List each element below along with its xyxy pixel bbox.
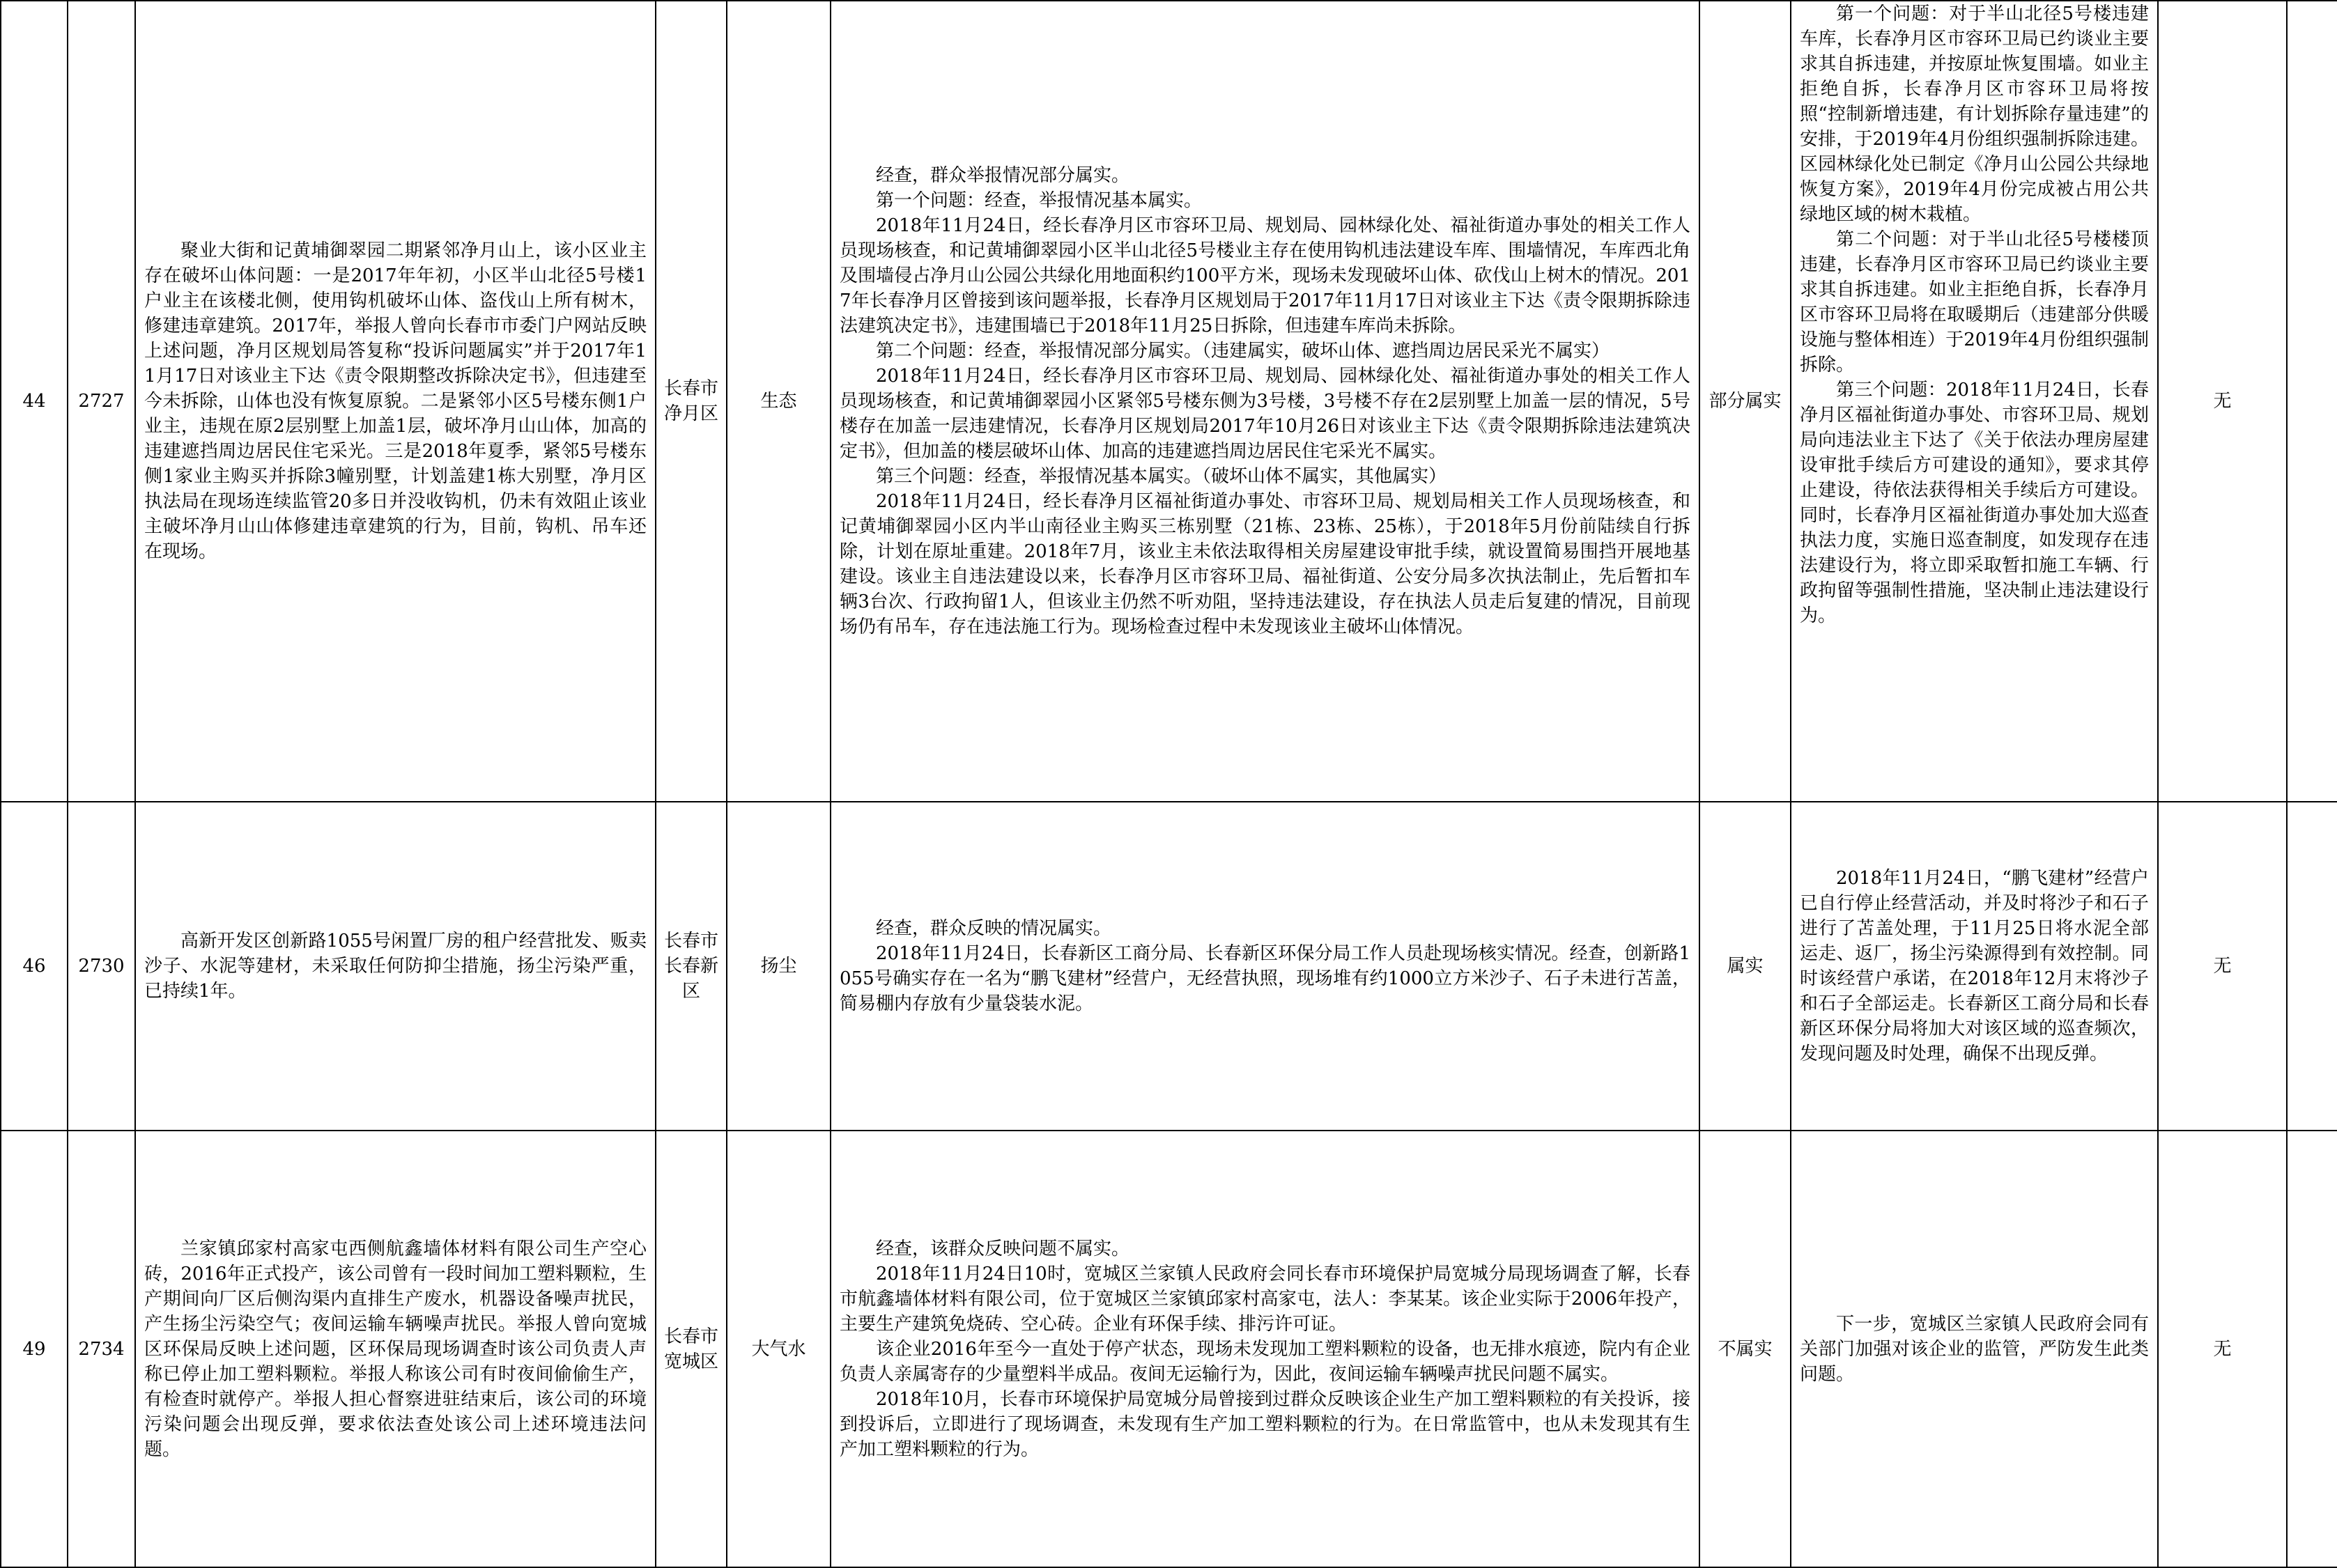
rectification-paragraph: 2018年11月24日，“鹏飞建材”经营户已自行停止经营活动，并及时将沙子和石子进行了苫盖处理，于11月25日将水泥全部运走、返厂，扬尘污染源得到有效控制。同时该经营户承诺，在2018年12月末将沙子和石子全部运走。长春新区工商分局和长春新区环保分局将加大对该区域的巡查频次，发现问题及时处理，确保不出现反弹。 [1800,868,2149,1064]
rectification-cell [1791,1131,2158,1567]
findings-cell [831,1,1699,802]
findings-paragraph: 该企业2016年至今一直处于停产状态，现场未发现加工塑料颗粒的设备，也无排水痕迹，院内有企业负责人亲属寄存的少量塑料半成品。夜间无运输行为，因此，夜间运输车辆噪声扰民问题不属实。 [840,1338,1690,1385]
complaint-text: 高新开发区创新路1055号闲置厂房的租户经营批发、贩卖沙子、水泥等建材，未采取任何防抑尘措施，扬尘污染严重，已持续1年。 [144,931,647,1002]
findings-paragraph: 第一个问题：经查，举报情况基本属实。 [876,190,1203,211]
rectification-cell [1791,1,2158,802]
findings-paragraph: 2018年11月24日，经长春净月区市容环卫局、规划局、园林绿化处、福祉街道办事处的相关工作人员现场核查，和记黄埔御翠园小区半山北径5号楼业主存在使用钩机违法建设车库、围墙情况，车库西北角及围墙侵占净月山公园公共绿化用地面积约100平方米，现场未发现破坏山体、砍伐山上树木的情况。2017年长春净月区曾接到该问题举报，长春净月区规划局于2017年11月17日对该业主下达《责令限期拆除违法建筑决定书》，违建围墙已于2018年11月25日拆除，但违建车库尚未拆除。 [840,215,1690,336]
verdict-cell: 属实 [1699,802,1791,1131]
remark-cell [2287,802,2337,1131]
findings-paragraph: 2018年11月24日10时，宽城区兰家镇人民政府会同长春市环境保护局宽城分局现场调查了解，长春市航鑫墙体材料有限公司，位于宽城区兰家镇邱家村高家屯，法人：李某某。该企业实际于2006年投产，主要生产建筑免烧砖、空心砖。企业有环保手续、排污许可证。 [840,1263,1690,1335]
complaint-text: 兰家镇邱家村高家屯西侧航鑫墙体材料有限公司生产空心砖，2016年正式投产，该公司曾有一段时间加工塑料颗粒，生产期间向厂区后侧沟渠内直排生产废水，机器设备噪声扰民，产生扬尘污染空气；夜间运输车辆噪声扰民。举报人曾向宽城区环保局反映上述问题，区环保局现场调查时该公司负责人声称已停止加工塑料颗粒。举报人称该公司有时夜间偷偷生产，有检查时就停产。举报人担心督察进驻结束后，该公司的环境污染问题会出现反弹，要求依法查处该公司上述环境违法问题。 [144,1238,647,1460]
case-number-cell: 2730 [68,802,135,1131]
findings-cell [831,802,1699,1131]
case-number-cell: 2734 [68,1131,135,1567]
complaint-text: 聚业大街和记黄埔御翠园二期紧邻净月山上，该小区业主存在破坏山体问题：一是2017年年初，小区半山北径5号楼1户业主在该楼北侧，使用钩机破坏山体、盗伐山上所有树木，修建违章建筑。2017年，举报人曾向长春市市委门户网站反映上述问题，净月区规划局答复称“投诉问题属实”并于2017年11月17日对该业主下达《责令限期整改拆除决定书》，但违建至今未拆除，山体也没有恢复原貌。二是紧邻小区5号楼东侧1户业主，违规在原2层别墅上加盖1层，破坏净月山山体，加高的违建遮挡周边居民住宅采光。三是2018年夏季，紧邻5号楼东侧1家业主购买并拆除3幢别墅，计划盖建1栋大别墅，净月区执法局在现场连续监管20多日并没收钩机，仍未有效阻止该业主破坏净月山山体修建违章建筑的行为，目前，钩机、吊车还在现场。 [144,240,647,562]
findings-paragraph: 第三个问题：经查，举报情况基本属实。（破坏山体不属实，其他属实） [876,466,1447,487]
findings-paragraph: 经查，群众反映的情况属实。 [876,918,1112,939]
seq-cell: 46 [1,802,68,1131]
remark-cell [2287,1131,2337,1567]
region-text: 长春市长春新区 [663,931,718,1002]
table-row [1,1131,2337,1567]
category-cell: 生态 [727,1,831,802]
remark-cell [2287,1,2337,802]
accountability-cell: 无 [2158,802,2287,1131]
verdict-cell: 部分属实 [1699,1,1791,802]
findings-paragraph: 第二个问题：经查，举报情况部分属实。（违建属实，破坏山体、遮挡周边居民采光不属实） [876,341,1610,362]
region-text: 长春市净月区 [663,378,718,424]
findings-paragraph: 2018年11月24日，经长春净月区市容环卫局、规划局、园林绿化处、福祉街道办事处的相关工作人员现场核查，和记黄埔御翠园小区紧邻5号楼东侧为3号楼，3号楼不存在2层别墅上加盖一层的情况，5号楼存在加盖一层违建情况，长春净月区规划局2017年10月26日对该业主下达《责令限期拆除违法建筑决定书》，但加盖的楼层破坏山体、加高的违建遮挡周边居民住宅采光不属实。 [840,366,1690,462]
region-cell [656,1131,727,1567]
seq-cell: 49 [1,1131,68,1567]
table-row [1,802,2337,1131]
category-text: 大气水 [751,1338,806,1360]
accountability-cell: 无 [2158,1131,2287,1567]
region-cell [656,802,727,1131]
findings-paragraph: 经查，该群众反映问题不属实。 [876,1238,1130,1259]
complaint-cell [135,1131,656,1567]
rectification-paragraph: 下一步，宽城区兰家镇人民政府会同有关部门加强对该企业的监管，严防发生此类问题。 [1800,1313,2149,1385]
category-cell [727,1131,831,1567]
seq-cell: 44 [1,1,68,802]
category-cell: 扬尘 [727,802,831,1131]
table-row [1,1,2337,802]
case-number-cell: 2727 [68,1,135,802]
findings-cell [831,1131,1699,1567]
rectification-paragraph: 第一个问题：对于半山北径5号楼违建车库，长春净月区市容环卫局已约谈业主要求其自拆违建，并按原址恢复围墙。如业主拒绝自拆，长春净月区市容环卫局将按照“控制新增违建，有计划拆除存量违建”的安排，于2019年4月份组织强制拆除违建。区园林绿化处已制定《净月山公园公共绿地恢复方案》，2019年4月份完成被占用公共绿地区域的树木栽植。 [1800,3,2149,225]
findings-paragraph: 经查，群众举报情况部分属实。 [876,165,1130,186]
accountability-cell: 无 [2158,1,2287,802]
complaint-cell [135,802,656,1131]
findings-paragraph: 2018年11月24日，经长春净月区福祉街道办事处、市容环卫局、规划局相关工作人员现场核查，和记黄埔御翠园小区内半山南径业主购买三栋别墅（21栋、23栋、25栋），于2018年5月份前陆续自行拆除，计划在原址重建。2018年7月，该业主未依法取得相关房屋建设审批手续，就设置简易围挡开展地基建设。该业主自违法建设以来，长春净月区市容环卫局、福祉街道、公安分局多次执法制止，先后暂扣车辆3台次、行政拘留1人，但该业主仍然不听劝阻，坚持违法建设，存在执法人员走后复建的情况，目前现场仍有吊车，存在违法施工行为。现场检查过程中未发现该业主破坏山体情况。 [840,491,1690,637]
rectification-paragraph: 第二个问题：对于半山北径5号楼楼顶违建，长春净月区市容环卫局已约谈业主要求其自拆违建。如业主拒绝自拆，长春净月区市容环卫局将在取暖期后（违建部分供暖设施与整体相连）于2019年4月份组织强制拆除。 [1800,229,2149,375]
verdict-cell: 不属实 [1699,1131,1791,1567]
rectification-cell [1791,802,2158,1131]
complaint-cell [135,1,656,802]
findings-paragraph: 2018年10月，长春市环境保护局宽城分局曾接到过群众反映该企业生产加工塑料颗粒的有关投诉，接到投诉后，立即进行了现场调查，未发现有生产加工塑料颗粒的行为。在日常监管中，也从未发现其有生产加工塑料颗粒的行为。 [840,1388,1690,1460]
region-cell [656,1,727,802]
rectification-paragraph: 第三个问题：2018年11月24日，长春净月区福祉街道办事处、市容环卫局、规划局向违法业主下达了《关于依法办理房屋建设审批手续后方可建设的通知》，要求其停止建设，待依法获得相关手续后方可建设。同时，长春净月区福祉街道办事处加大巡查执法力度，实施日巡查制度，如发现存在违法建设行为，将立即采取暂扣施工车辆、行政拘留等强制性措施，坚决制止违法建设行为。 [1800,380,2149,626]
findings-paragraph: 2018年11月24日，长春新区工商分局、长春新区环保分局工作人员赴现场核实情况。经查，创新路1055号确实存在一名为“鹏飞建材”经营户，无经营执照，现场堆有约1000立方米沙子、石子未进行苫盖，简易棚内存放有少量袋装水泥。 [840,943,1690,1014]
region-text: 长春市宽城区 [663,1326,718,1372]
